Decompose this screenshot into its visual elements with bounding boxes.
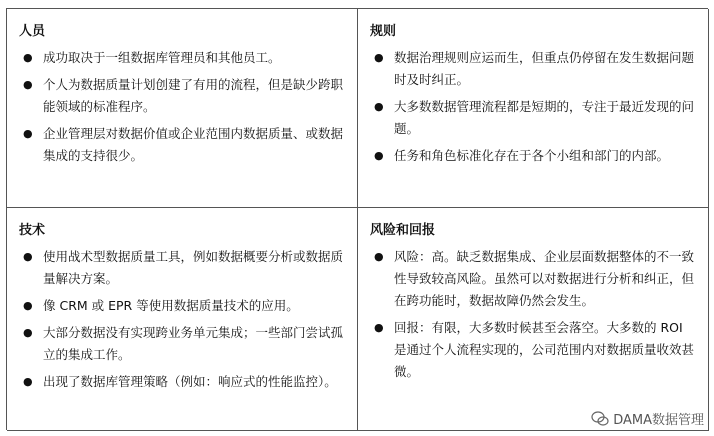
rules-cell (358, 9, 709, 208)
list-item: ● 回报：有限，大多数时候甚至会落空。大多数的 ROI 是通过个人流程实现的，公司范围内对数据质量收效甚微。 (370, 317, 698, 383)
tech-title: 技术 (19, 223, 46, 238)
bullet-icon: ● (23, 127, 33, 140)
bullet-icon: ● (374, 149, 384, 162)
people-list (19, 47, 347, 167)
people-title: 人员 (19, 24, 46, 39)
bullet-icon: ● (23, 78, 33, 91)
bullet-icon: ● (23, 299, 33, 312)
maturity-table (6, 8, 708, 430)
list-item: ● 出现了数据库管理策略（例如：响应式的性能监控）。 (19, 371, 347, 393)
bullet-icon: ● (374, 51, 384, 64)
watermark (591, 409, 704, 428)
rules-list (370, 47, 698, 167)
risk-title: 风险和回报 (370, 223, 436, 238)
bullet-icon: ● (23, 375, 33, 388)
bullet-icon: ● (23, 51, 33, 64)
risk-list (370, 246, 698, 383)
tech-cell (7, 208, 358, 431)
watermark-text: DAMA数据管理 (613, 413, 704, 428)
tech-list (19, 246, 347, 393)
list-item: ● 企业管理层对数据价值或企业范围内数据质量、或数据集成的支持很少。 (19, 123, 347, 167)
list-item: ● 使用战术型数据质量工具，例如数据概要分析或数据质量解决方案。 (19, 246, 347, 290)
bullet-icon: ● (374, 100, 384, 113)
list-item: ● 风险：高。缺乏数据集成、企业层面数据整体的不一致性导致较高风险。虽然可以对数据进行分析和纠正，但在跨功能时，数据故障仍然会发生。 (370, 246, 698, 312)
bullet-icon: ● (23, 250, 33, 263)
bullet-icon: ● (374, 321, 384, 334)
list-item: ● 成功取决于一组数据库管理员和其他员工。 (19, 47, 347, 69)
people-cell (7, 9, 358, 208)
list-item: ● 数据治理规则应运而生，但重点仍停留在发生数据问题时及时纠正。 (370, 47, 698, 91)
list-item: ● 像 CRM 或 EPR 等使用数据质量技术的应用。 (19, 295, 347, 317)
bullet-icon: ● (23, 326, 33, 339)
list-item: ● 大多数数据管理流程都是短期的，专注于最近发现的问题。 (370, 96, 698, 140)
risk-cell (358, 208, 709, 431)
bullet-icon: ● (374, 250, 384, 263)
rules-title: 规则 (370, 24, 397, 39)
list-item: ● 任务和角色标准化存在于各个小组和部门的内部。 (370, 145, 698, 167)
list-item: ● 个人为数据质量计划创建了有用的流程，但是缺少跨职能领域的标准程序。 (19, 74, 347, 118)
wechat-icon (591, 411, 609, 427)
list-item: ● 大部分数据没有实现跨业务单元集成；一些部门尝试孤立的集成工作。 (19, 322, 347, 366)
